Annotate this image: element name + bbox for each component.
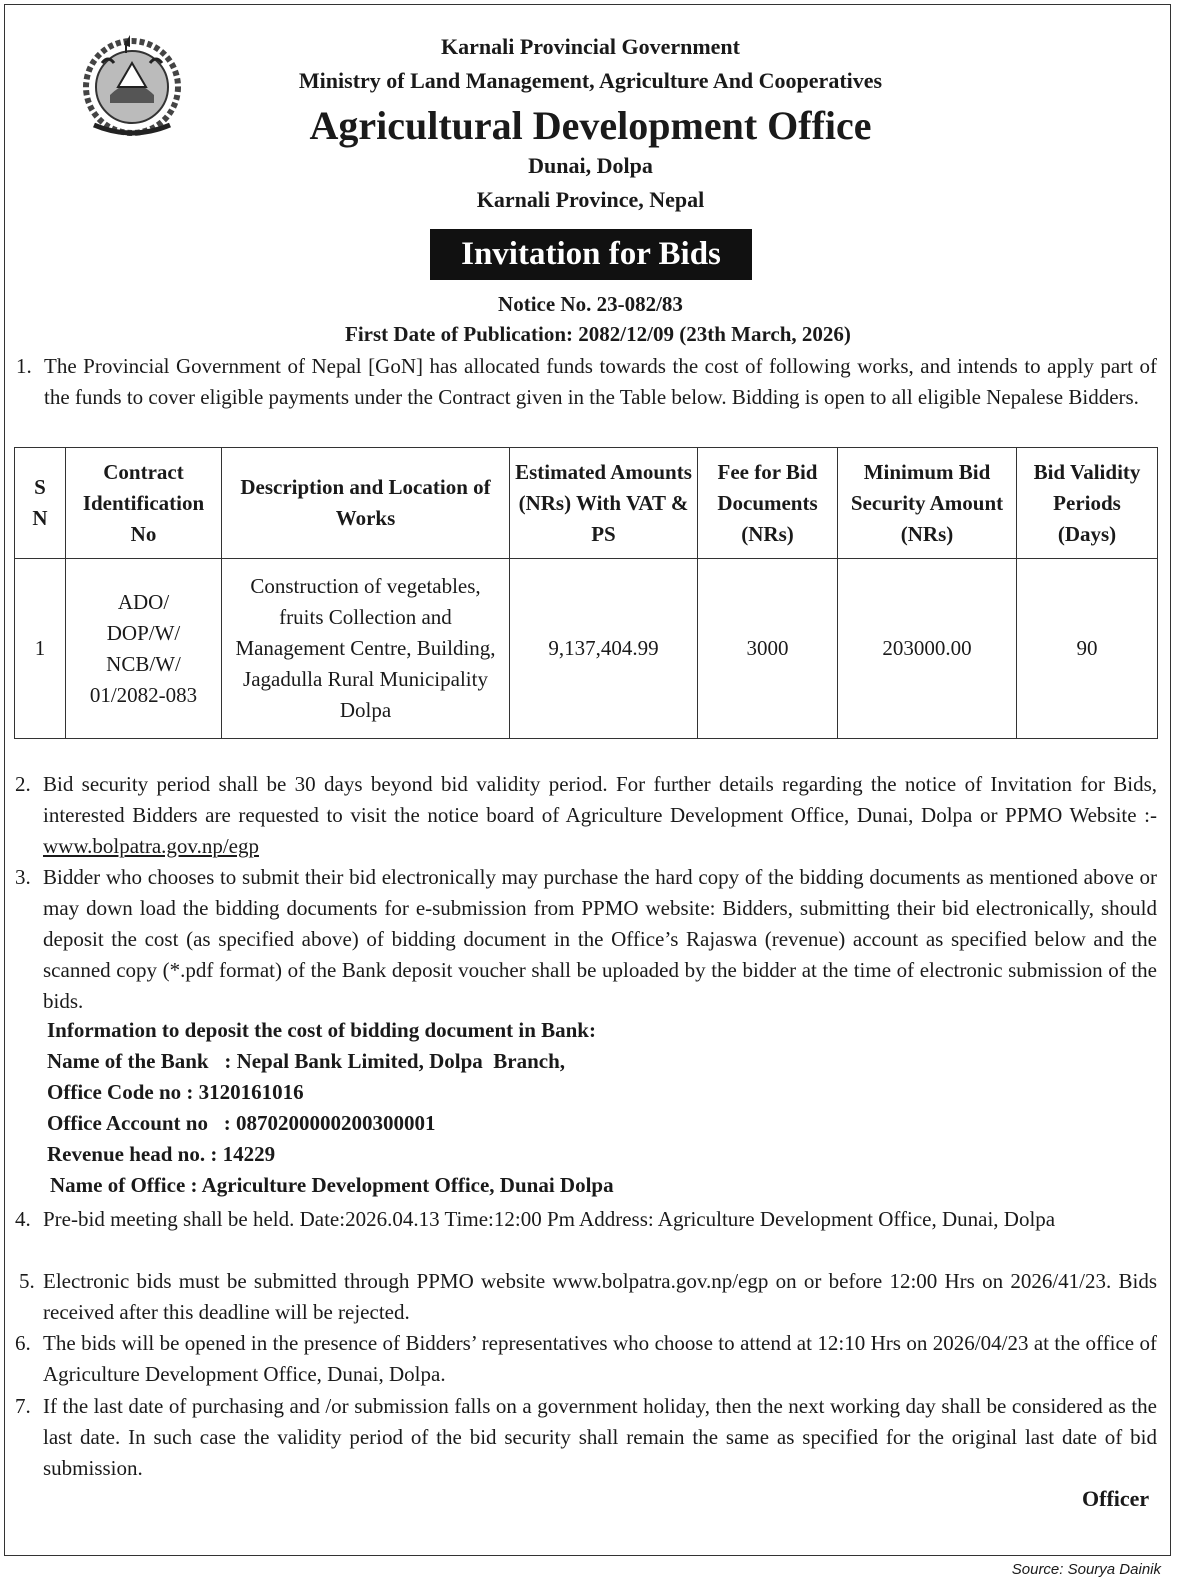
bank-name: Name of the Bank : Nepal Bank Limited, Dolpa Branch,	[47, 1049, 566, 1073]
revenue-head: Revenue head no. : 14229	[47, 1142, 276, 1166]
bolpatra-link[interactable]: www.bolpatra.gov.np/egp	[43, 834, 259, 858]
office-code: Office Code no : 3120161016	[47, 1080, 304, 1104]
bid-table	[14, 447, 1158, 739]
table-header: S N	[15, 448, 66, 559]
gov-name: Karnali Provincial Government	[440, 34, 740, 59]
bank-info-heading: Information to deposit the cost of bidding document in Bank:	[47, 1018, 596, 1042]
table-cell: ADO/ DOP/W/ NCB/W/ 01/2082-083	[66, 559, 222, 739]
office-province: Karnali Province, Nepal	[476, 187, 705, 212]
table-cell: 90	[1017, 559, 1158, 739]
paragraph-2: 2. Bid security period shall be 30 days beyond bid validity period. For further details regarding the notice of Invitation for Bids, interested Bidders are requested to visit the notice board of Agriculture Development Office, Dunai, Dolpa or PPMO Website :- www.bolpatra.gov.np/egp	[15, 772, 1157, 858]
table-cell: Construction of vegetables, fruits Collection and Management Centre, Building, Jagadulla Rural Municipality Dolpa	[222, 559, 510, 739]
signature-officer: Officer	[1082, 1486, 1150, 1511]
office-name-info: Name of Office : Agriculture Development Office, Dunai Dolpa	[50, 1173, 614, 1197]
ministry-name: Ministry of Land Management, Agriculture And Cooperatives	[298, 68, 883, 93]
notice-number: Notice No. 23-082/83	[498, 292, 683, 316]
table-cell: 3000	[698, 559, 838, 739]
paragraph-4: 4. Pre-bid meeting shall be held. Date:2026.04.13 Time:12:00 Pm Address: Agriculture Development Office, Dunai, Dolpa	[15, 1207, 1056, 1231]
paragraph-1: 1. The Provincial Government of Nepal [GoN] has allocated funds towards the cost of following works, and intends to apply part of the funds to cover eligible payments under the Contract given in the Table below. Bidding is open to all eligible Nepalese Bidders.	[16, 354, 1157, 409]
paragraph-7: 7. If the last date of purchasing and /or submission falls on a government holiday, then the next working day shall be considered as the last date. In such case the validity period of the bid security shall remain the same as specified for the original last date of bid submission.	[15, 1394, 1157, 1480]
table-row	[15, 559, 1158, 739]
table-header: Fee for Bid Documents (NRs)	[698, 448, 838, 559]
table-header: Minimum Bid Security Amount (NRs)	[838, 448, 1017, 559]
office-name: Agricultural Development Office	[309, 103, 872, 148]
page-title: Invitation for Bids	[430, 229, 752, 280]
office-account: Office Account no : 0870200000200300001	[47, 1111, 436, 1135]
paragraph-3: 3. Bidder who chooses to submit their bid electronically may purchase the hard copy of the bidding documents as mentioned above or may down load the bidding documents for e-submission from PPMO website: Bidders, submitting their bid electronically, should deposit the cost (as specified above) of bidding document in the Office’s Rajaswa (revenue) account as specified below and the scanned copy (*.pdf format) of the Bank deposit voucher shall be uploaded by the bidder at the time of electronic submission of the bids.	[15, 865, 1157, 1013]
table-header: Estimated Amounts (NRs) With VAT & PS	[510, 448, 698, 559]
table-cell: 1	[15, 559, 66, 739]
publication-date: First Date of Publication: 2082/12/09 (23th March, 2026)	[345, 322, 851, 346]
table-header: Description and Location of Works	[222, 448, 510, 559]
table-cell: 203000.00	[838, 559, 1017, 739]
table-header-row	[15, 448, 1158, 559]
table-header: Contract Identification No	[66, 448, 222, 559]
paragraph-6: 6. The bids will be opened in the presence of Bidders’ representatives who choose to attend at 12:10 Hrs on 2026/04/23 at the office of Agriculture Development Office, Dunai, Dolpa.	[15, 1331, 1157, 1386]
table-header: Bid Validity Periods (Days)	[1017, 448, 1158, 559]
paragraph-5: 5. Electronic bids must be submitted through PPMO website www.bolpatra.gov.np/egp on or before 12:00 Hrs on 2026/41/23. Bids received after this deadline will be rejected.	[19, 1269, 1157, 1324]
table-cell: 9,137,404.99	[510, 559, 698, 739]
source-credit: Source: Sourya Dainik	[1011, 1561, 1161, 1578]
office-location: Dunai, Dolpa	[528, 153, 653, 178]
